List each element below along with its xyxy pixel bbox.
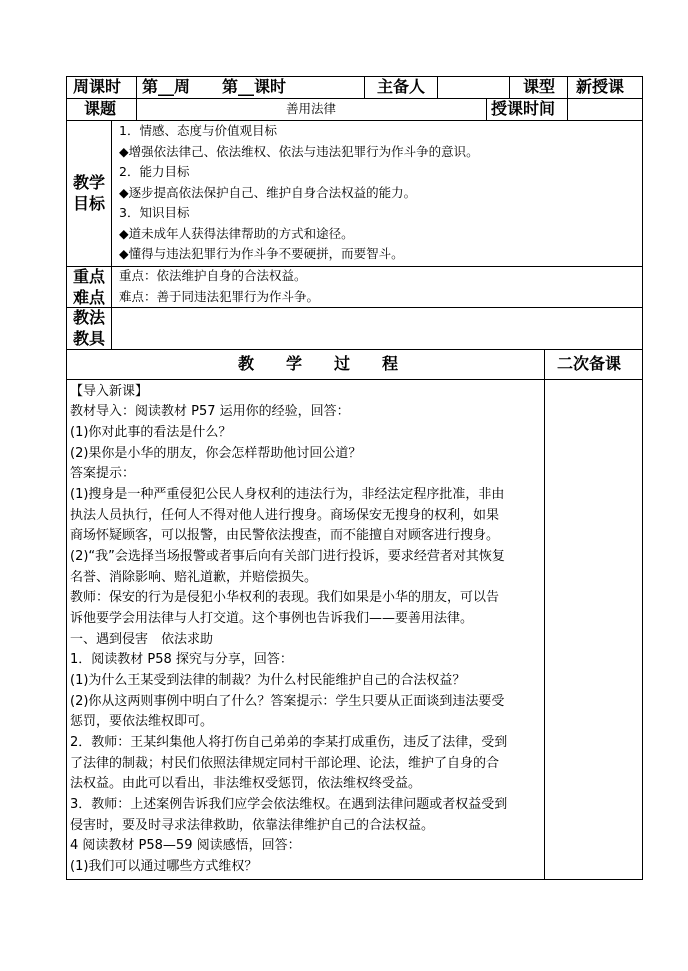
topic-value: 善用法律 — [286, 101, 337, 116]
objective-line: ◆增强依法律己、依法维权、依法与违法犯罪行为作斗争的意识。 — [119, 144, 479, 159]
process-line: (1)搜身是一种严重侵犯公民人身权利的违法行为，非经法定程序批准，非由 — [70, 487, 505, 502]
process-line: (1)我们可以通过哪些方式维权？ — [70, 859, 258, 874]
second-prep-label: 二次备课 — [557, 354, 622, 373]
r1-col-2 — [364, 76, 365, 99]
row-sep-2 — [66, 120, 643, 121]
keypoints-label-2: 难点 — [73, 288, 106, 307]
methods-label-2: 教具 — [73, 329, 106, 348]
objective-line: 1．情感、态度与价值观目标 — [119, 123, 277, 138]
process-line: (1)你对此事的看法是什么？ — [70, 425, 232, 440]
border-right — [642, 76, 643, 880]
methods-label-1: 教法 — [73, 308, 106, 327]
r1-col-5 — [567, 76, 568, 99]
process-line: 3．教师：上述案例告诉我们应学会依法维权。在遇到法律问题或者权益受到 — [70, 797, 508, 812]
objective-line: ◆懂得与违法犯罪行为作斗争不要硬拼，而要智斗。 — [119, 246, 404, 261]
keypoints-label-1: 重点 — [73, 267, 106, 286]
week-label: 周课时 — [73, 77, 122, 96]
label-col-sep — [111, 120, 112, 350]
time-label: 授课时间 — [491, 99, 556, 118]
r2-col-3 — [567, 98, 568, 121]
objectives-label-2: 目标 — [73, 194, 106, 213]
row-sep-6 — [66, 379, 643, 380]
process-line: 一、遇到侵害 依法求助 — [70, 632, 214, 647]
border-bottom — [66, 879, 643, 880]
process-line: 【导入新课】 — [70, 384, 149, 399]
preparer-label: 主备人 — [377, 77, 426, 96]
process-line: 惩罚，要依法维权即可。 — [70, 714, 214, 729]
border-left — [66, 76, 67, 880]
r1-col-1 — [136, 76, 137, 99]
objective-line: 3．知识目标 — [119, 205, 190, 220]
row-sep-5 — [66, 349, 643, 350]
r1-col-4 — [509, 76, 510, 99]
process-line: 答案提示： — [70, 466, 136, 481]
process-line: (2)你从这两则事例中明白了什么？答案提示：学生只要从正面谈到违法要受 — [70, 694, 505, 709]
process-col-sep — [544, 349, 545, 880]
r2-col-2 — [486, 98, 487, 121]
key-point: 重点：依法维护自身的合法权益。 — [119, 268, 307, 283]
process-line: 侵害时，要及时寻求法律救助，依靠法律维护自己的合法权益。 — [70, 818, 435, 833]
process-line: 名誉、消除影响、赔礼道歉，并赔偿损失。 — [70, 570, 318, 585]
week-value: 第__周 第__课时 — [142, 77, 287, 96]
r1-col-3 — [437, 76, 438, 99]
objective-line: 2．能力目标 — [119, 164, 190, 179]
row-sep-1 — [66, 98, 643, 99]
difficult-point: 难点：善于同违法犯罪行为作斗争。 — [119, 289, 320, 304]
objective-line: ◆道未成年人获得法律帮助的方式和途径。 — [119, 226, 354, 241]
type-value: 新授课 — [576, 77, 625, 96]
process-line: 2．教师：王某纠集他人将打伤自己弟弟的李某打成重伤，违反了法律，受到 — [70, 735, 508, 750]
objective-line: ◆逐步提高依法保护自己、维护自身合法权益的能力。 — [119, 185, 417, 200]
process-line: 教师：保安的行为是侵犯小华权利的表现。我们如果是小华的朋友，可以告 — [70, 590, 500, 605]
type-label: 课型 — [523, 77, 556, 96]
process-line: (2)果你是小华的朋友，你会怎样帮助他讨回公道？ — [70, 446, 362, 461]
process-title: 教 学 过 程 — [238, 354, 399, 373]
row-sep-3 — [66, 266, 643, 267]
topic-label: 课题 — [84, 99, 117, 118]
process-line: (2)“我”会选择当场报警或者事后向有关部门进行投诉，要求经营者对其恢复 — [70, 549, 505, 564]
process-line: 了法律的制裁；村民们依照法律规定同村干部论理、论法，维护了自身的合 — [70, 756, 500, 771]
process-line: 法权益。由此可以看出，非法维权受惩罚，依法维权终受益。 — [70, 776, 422, 791]
row-sep-4 — [66, 307, 643, 308]
process-line: 执法人员执行，任何人不得对他人进行搜身。商场保安无搜身的权利，如果 — [70, 508, 500, 523]
r2-col-1 — [136, 98, 137, 121]
process-line: 4 阅读教材 P58—59 阅读感悟，回答： — [70, 838, 301, 853]
process-line: 诉他要学会用法律与人打交道。这个事例也告诉我们——要善用法律。 — [70, 611, 474, 626]
process-line: 教材导入：阅读教材 P57 运用你的经验，回答： — [70, 404, 350, 419]
process-line: 商场怀疑顾客，可以报警，由民警依法搜查，而不能擅自对顾客进行搜身。 — [70, 528, 500, 543]
objectives-label-1: 教学 — [73, 173, 106, 192]
process-line: (1)为什么王某受到法律的制裁？为什么村民能维护自己的合法权益？ — [70, 673, 466, 688]
process-line: 1．阅读教材 P58 探究与分享，回答： — [70, 652, 293, 667]
